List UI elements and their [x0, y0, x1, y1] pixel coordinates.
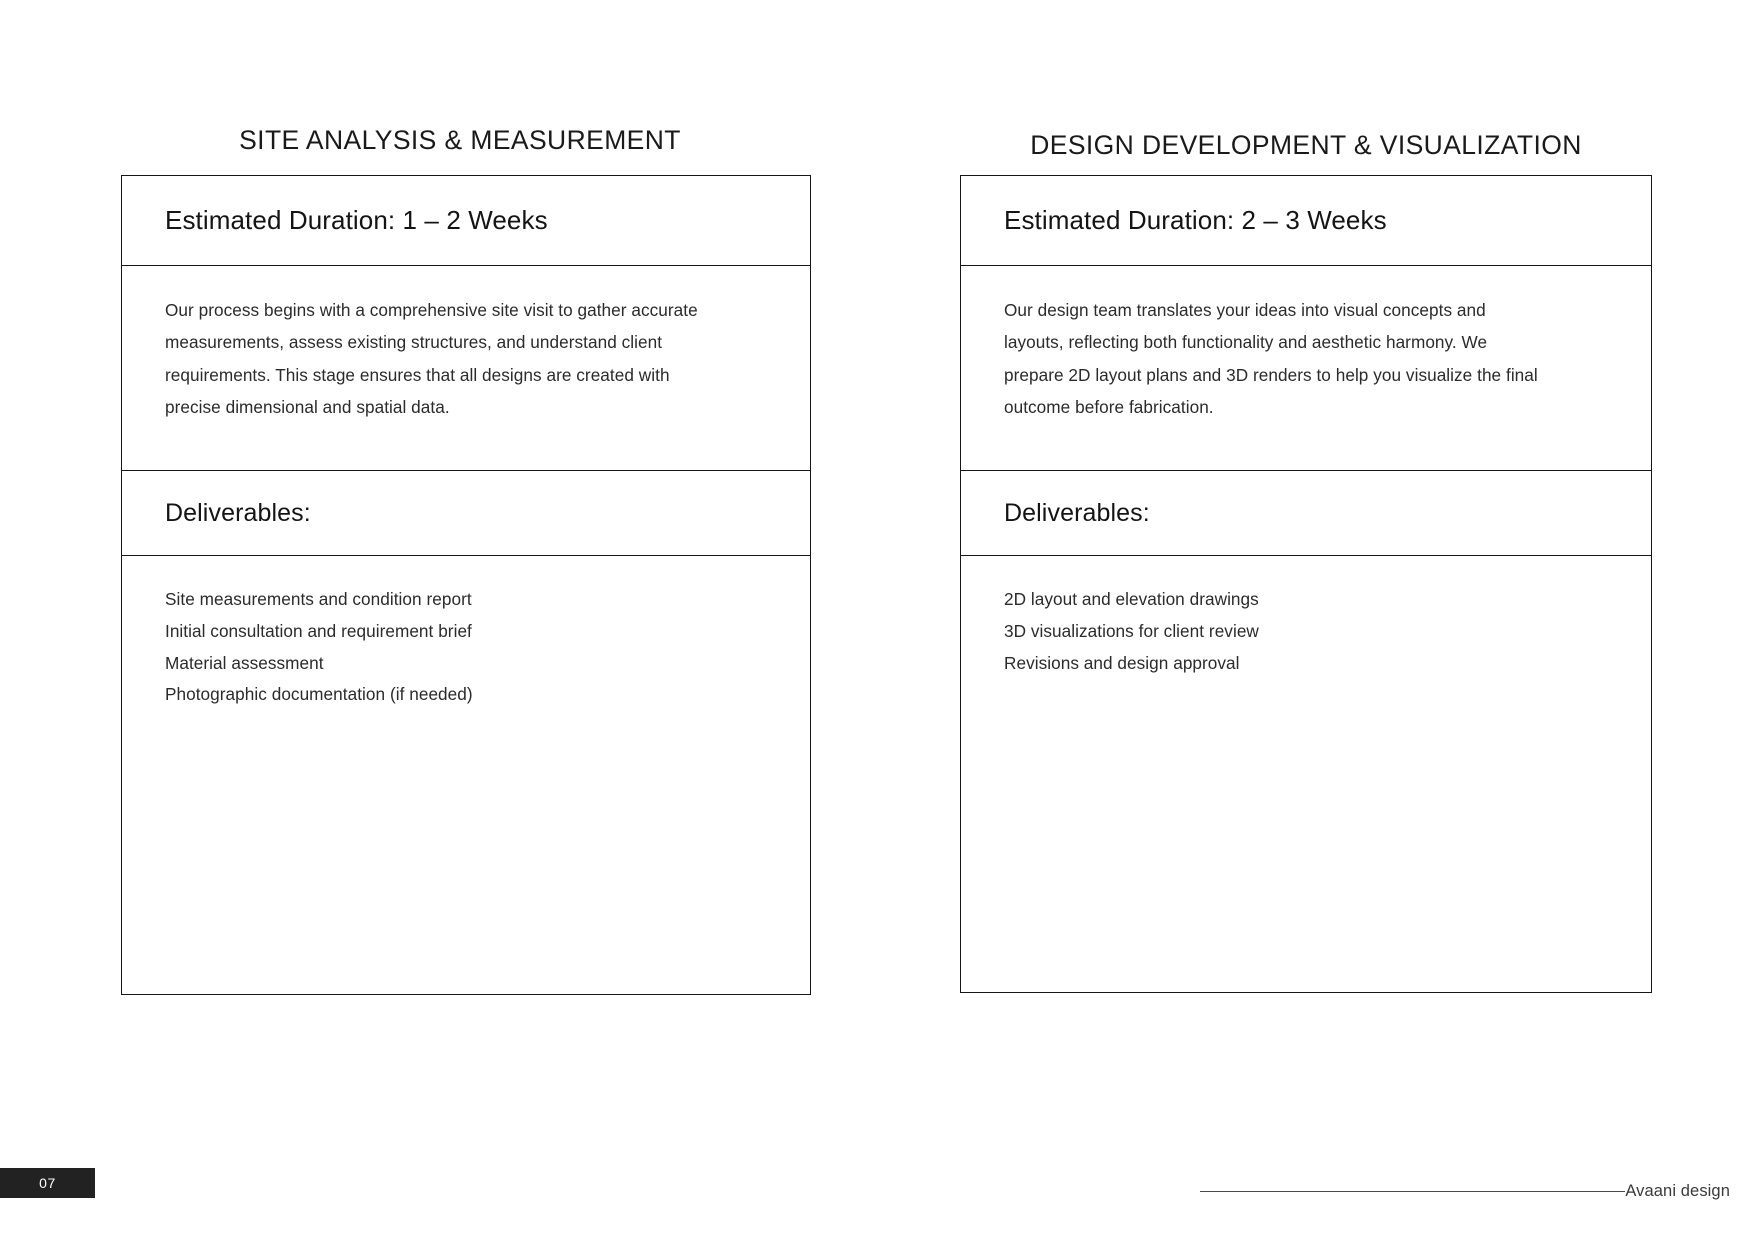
stage-column-design-development	[960, 0, 1652, 993]
page-number-badge	[0, 1168, 95, 1198]
signature-rule	[1200, 1191, 1625, 1192]
footer-signature	[1200, 1182, 1730, 1201]
stage-card	[121, 175, 811, 995]
page-number: 07	[39, 1175, 56, 1191]
deliverables-label: Deliverables:	[1004, 498, 1150, 527]
list-item: Revisions and design approval	[1004, 652, 1240, 673]
list-item: 3D visualizations for client review	[1004, 620, 1259, 641]
description-section	[961, 266, 1651, 471]
list-item: Material assessment	[165, 652, 324, 673]
description-text: Our process begins with a comprehensive site visit to gather accurate measurements, assess existing structures, and understand client requirements. This stage ensures that all designs are created with precise dimensional and spatial data.	[165, 300, 698, 417]
duration-section	[961, 176, 1651, 266]
deliverables-list-section	[122, 556, 810, 994]
deliverables-header-section	[122, 471, 810, 556]
description-section	[122, 266, 810, 471]
stage-column-site-analysis	[121, 0, 811, 995]
stage-title: DESIGN DEVELOPMENT & VISUALIZATION	[1030, 130, 1582, 160]
list-item: Site measurements and condition report	[165, 589, 472, 609]
brand-name: Avaani design	[1625, 1182, 1730, 1200]
list-item: Photographic documentation (if needed)	[165, 684, 473, 705]
list-item: Initial consultation and requirement brief	[165, 620, 472, 641]
deliverables-list-section	[961, 556, 1651, 992]
list-item: 2D layout and elevation drawings	[1004, 589, 1259, 609]
deliverables-header-section	[961, 471, 1651, 556]
duration-label: Estimated Duration: 2 – 3 Weeks	[1004, 205, 1387, 235]
duration-label: Estimated Duration: 1 – 2 Weeks	[165, 205, 548, 235]
description-text: Our design team translates your ideas into visual concepts and layouts, reflecting both functionality and aesthetic harmony. We prepare 2D layout plans and 3D renders to help you visualize the final outcome before fabrication.	[1004, 300, 1538, 417]
stage-title: SITE ANALYSIS & MEASUREMENT	[239, 125, 681, 155]
duration-section	[122, 176, 810, 266]
deliverables-label: Deliverables:	[165, 498, 311, 527]
stage-card	[960, 175, 1652, 993]
